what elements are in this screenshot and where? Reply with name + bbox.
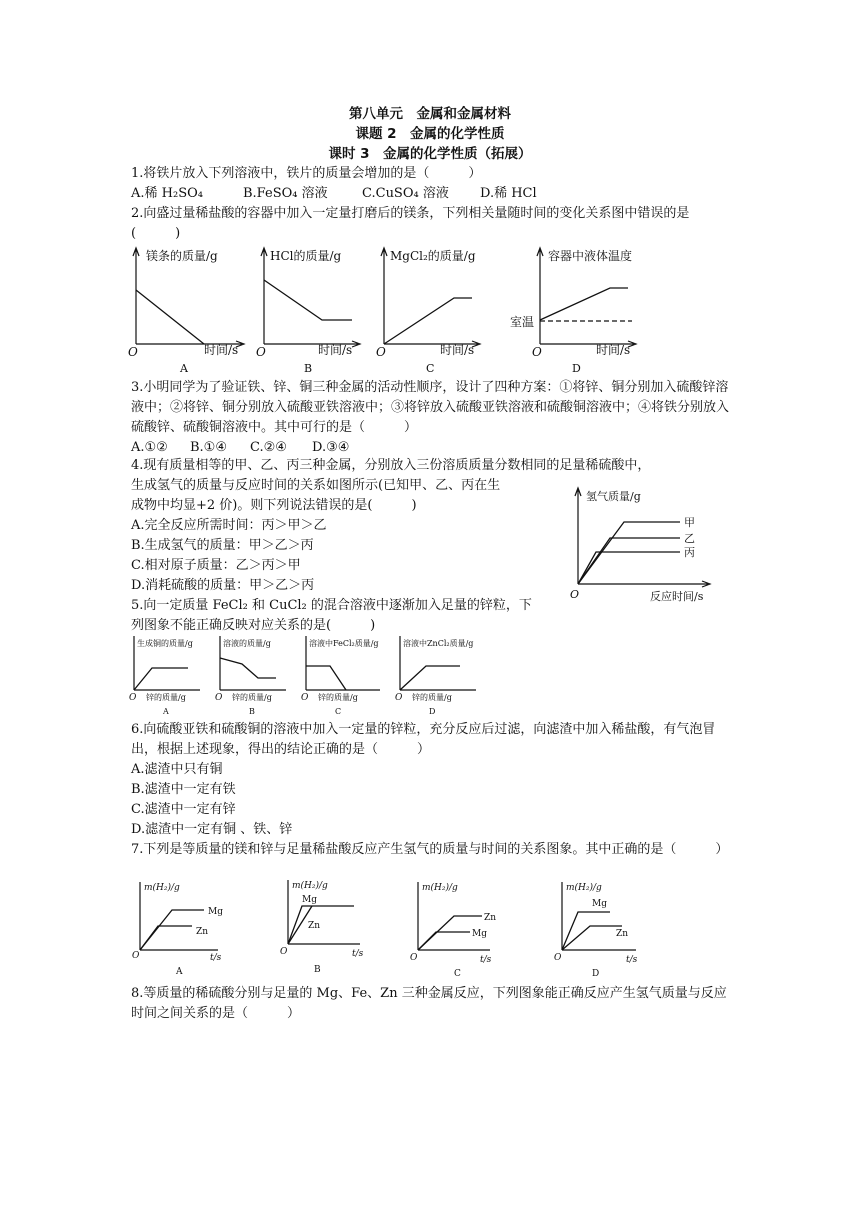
q4-series-yi: 乙	[684, 532, 695, 545]
q2-stem: 2.向盛过量稀盐酸的容器中加入一定量打磨后的镁条，下列相关量随时间的变化关系图中错误的是( )	[131, 206, 690, 241]
q5c-origin: O	[301, 693, 309, 703]
q7b-bottom: Zn	[308, 921, 321, 931]
q6-stem: 6.向硫酸亚铁和硫酸铜的溶液中加入一定量的锌粒，充分反应后过滤，向滤渣中加入稀盐酸，有气泡冒出，根据上述现象，得出的结论正确的是（ ）	[131, 722, 716, 757]
q5a-xlabel: 锌的质量/g	[146, 693, 186, 702]
q7d-bottom: Zn	[616, 929, 629, 939]
q7d-letter: D	[592, 969, 600, 979]
q7a-bottom: Zn	[196, 927, 209, 937]
q7a-origin: O	[132, 951, 140, 961]
q5d-letter: D	[429, 707, 436, 716]
q1-option-b: B.FeSO₄ 溶液	[243, 186, 328, 201]
q7c-origin: O	[410, 953, 418, 963]
q2d-xlabel: 时间/s	[596, 343, 631, 357]
q5a-letter: A	[163, 707, 169, 716]
q2d-ylabel: 容器中液体温度	[548, 249, 633, 263]
q2b-xlabel: 时间/s	[318, 343, 353, 357]
q1-option-d: D.稀 HCl	[480, 186, 537, 201]
q7c-top: Zn	[484, 913, 497, 923]
q7d-xlabel: t/s	[626, 955, 638, 965]
q4-stem-line1: 4.现有质量相等的甲、乙、丙三种金属，分别放入三份溶质质量分数相同的足量稀硫酸中，	[131, 458, 651, 473]
q2c-letter: C	[426, 362, 435, 375]
q4-graph	[568, 484, 728, 606]
q4-stem-line3: 成物中均显+2 价)。则下列说法错误的是( )	[131, 498, 417, 513]
q2b-origin: O	[256, 345, 266, 359]
q3-option-b: B.①④	[190, 440, 227, 455]
q5a-ylabel: 生成铜的质量/g	[137, 639, 193, 648]
q5a-origin: O	[129, 693, 137, 703]
q5c-letter: C	[335, 707, 342, 716]
q1-option-c: C.CuSO₄ 溶液	[362, 186, 449, 201]
q5-graphs	[128, 632, 488, 720]
q2d-ref-label: 室温	[510, 315, 535, 329]
q4-option-d: D.消耗硫酸的质量：甲＞乙＞丙	[131, 578, 315, 593]
q2-graph-d	[510, 248, 636, 375]
q4-option-a: A.完全反应所需时间：丙＞甲＞乙	[131, 518, 327, 533]
q7a-letter: A	[176, 967, 183, 977]
q7d-ylabel: m(H₂)/g	[566, 883, 602, 893]
q7b-letter: B	[314, 965, 321, 975]
q6-option-d: D.滤渣中一定有铜 、铁、锌	[131, 822, 293, 837]
q2a-letter: A	[180, 362, 188, 375]
q7a-ylabel: m(H₂)/g	[144, 883, 180, 893]
q4-xlabel: 反应时间/s	[650, 590, 704, 603]
q4-series-bing: 丙	[684, 546, 695, 559]
q5b-xlabel: 锌的质量/g	[232, 693, 272, 702]
q2a-origin: O	[128, 345, 138, 359]
header	[0, 104, 860, 164]
q7-graph-c	[410, 882, 496, 979]
q7d-top: Mg	[592, 899, 607, 909]
q7b-top: Mg	[302, 895, 317, 905]
q4-origin: O	[570, 588, 580, 601]
q6-option-b: B.滤渣中一定有铁	[131, 782, 236, 797]
q7-graph-d	[554, 882, 638, 979]
q2b-ylabel: HCl的质量/g	[270, 249, 342, 263]
q5c-xlabel: 锌的质量/g	[318, 693, 358, 702]
q7b-ylabel: m(H₂)/g	[292, 881, 328, 891]
q2d-letter: D	[572, 362, 581, 375]
q5b-origin: O	[215, 693, 223, 703]
q1-option-a: A.稀 H₂SO₄	[131, 186, 203, 201]
q7c-bottom: Mg	[472, 929, 487, 939]
q4-option-b: B.生成氢气的质量：甲＞乙＞丙	[131, 538, 314, 553]
q7c-letter: C	[454, 969, 461, 979]
q3-option-c: C.②④	[250, 440, 287, 455]
q6-option-c: C.滤渣中一定有锌	[131, 802, 236, 817]
q5c-ylabel: 溶液中FeCl₂质量/g	[309, 639, 379, 648]
q2d-origin: O	[532, 345, 542, 359]
topic-title: 课题 2 金属的化学性质	[355, 126, 505, 142]
q5d-xlabel: 锌的质量/g	[412, 693, 452, 702]
q5-graph-d	[395, 636, 476, 716]
q4-ylabel: 氢气质量/g	[586, 490, 641, 503]
q5d-ylabel: 溶液中ZnCl₂质量/g	[403, 639, 474, 648]
q2c-xlabel: 时间/s	[440, 343, 475, 357]
q7c-xlabel: t/s	[480, 955, 492, 965]
q7-graphs	[128, 876, 648, 980]
q5b-letter: B	[249, 707, 255, 716]
q5-graph-b	[215, 636, 286, 716]
q3-option-d: D.③④	[312, 440, 350, 455]
q7-graph-a	[132, 882, 223, 977]
q5b-ylabel: 溶液的质量/g	[223, 639, 271, 648]
q2c-origin: O	[376, 345, 386, 359]
q2a-xlabel: 时间/s	[204, 343, 239, 357]
q7a-xlabel: t/s	[210, 953, 222, 963]
q5-graph-a	[129, 636, 200, 716]
q2-graph-b	[256, 248, 360, 375]
q7b-origin: O	[280, 947, 288, 957]
q2-graph-a	[128, 248, 244, 375]
q7d-origin: O	[554, 953, 562, 963]
q4-stem-line2: 生成氢气的质量与反应时间的关系如图所示(已知甲、乙、丙在生	[131, 478, 501, 493]
q2-graph-c	[376, 248, 480, 375]
q5-graph-c	[301, 636, 380, 716]
q4-option-c: C.相对原子质量：乙＞丙＞甲	[131, 558, 301, 573]
q7c-ylabel: m(H₂)/g	[422, 883, 458, 893]
q7b-xlabel: t/s	[352, 949, 364, 959]
q5d-origin: O	[395, 693, 403, 703]
q6-option-a: A.滤渣中只有铜	[131, 762, 223, 777]
q5-stem-line1: 5.向一定质量 FeCl₂ 和 CuCl₂ 的混合溶液中逐渐加入足量的锌粒，下	[131, 598, 532, 613]
q2c-ylabel: MgCl₂的质量/g	[390, 249, 476, 263]
q7-graph-b	[280, 880, 364, 975]
q2a-ylabel: 镁条的质量/g	[146, 249, 218, 263]
q2b-letter: B	[304, 362, 313, 375]
q2-graphs	[126, 244, 646, 378]
q1-stem: 1.将铁片放入下列溶液中，铁片的质量会增加的是（ ）	[131, 166, 482, 181]
q8-stem: 8.等质量的稀硫酸分别与足量的 Mg、Fe、Zn 三种金属反应，下列图象能正确反应产生氢气质量与反应时间之间关系的是（ ）	[131, 986, 727, 1021]
lesson-title: 课时 3 金属的化学性质（拓展）	[328, 146, 532, 162]
q7a-top: Mg	[208, 907, 223, 917]
q3-option-a: A.①②	[131, 440, 168, 455]
q5-stem-line2: 列图象不能正确反映对应关系的是( )	[131, 618, 376, 633]
unit-title: 第八单元 金属和金属材料	[349, 106, 511, 122]
q4-series-jia: 甲	[684, 516, 695, 529]
q7-stem: 7.下列是等质量的镁和锌与足量稀盐酸反应产生氢气的质量与时间的关系图象。其中正确的是（ ）	[131, 842, 729, 857]
q3-stem: 3.小明同学为了验证铁、锌、铜三种金属的活动性顺序，设计了四种方案：①将锌、铜分别加入硫酸锌溶液中；②将锌、铜分别放入硫酸亚铁溶液中；③将锌放入硫酸亚铁溶液和硫酸铜溶液中；④将铁分别放入硫酸锌、硫酸铜溶液中。其中可行的是（ ）	[131, 380, 730, 435]
